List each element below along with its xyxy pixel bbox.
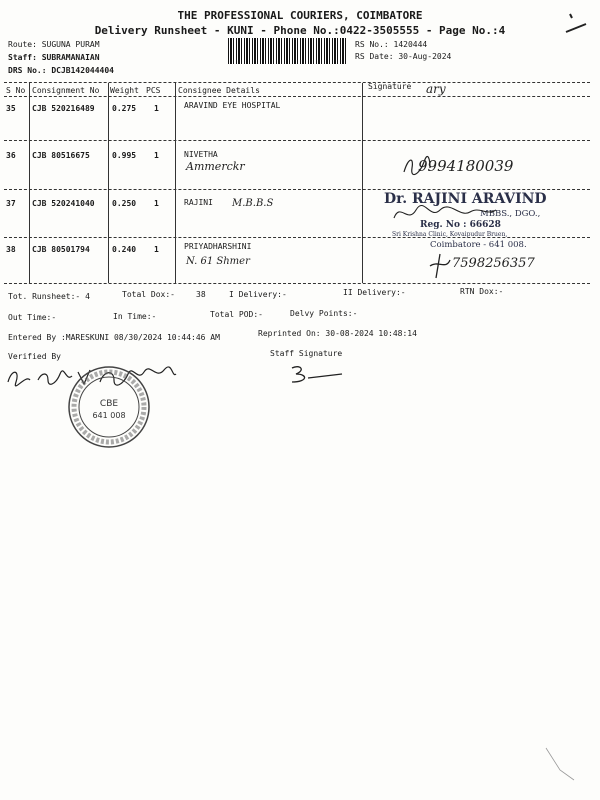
header-bottom-rule <box>4 96 590 97</box>
row-consignee: PRIYADHARSHINI <box>184 242 252 251</box>
reprinted-on: Reprinted On: 30-08-2024 10:48:14 <box>258 329 417 338</box>
col-divider <box>108 83 109 283</box>
corner-scan-mark <box>560 10 590 40</box>
corner-scan-mark <box>540 740 590 790</box>
row-pcs: 1 <box>154 199 159 208</box>
row4-phone-note: 7598256357 <box>452 256 535 271</box>
doctor-stamp-clinic: Sri Krishna Clinic, Kovaipudur Bruen, <box>392 231 508 238</box>
company-title: THE PROFESSIONAL COURIERS, COIMBATORE <box>177 9 423 22</box>
staff-signature-label: Staff Signature <box>270 349 343 358</box>
col-sno: S No <box>6 86 26 95</box>
row3-signature-scribble <box>390 200 500 226</box>
row-weight: 0.240 <box>112 245 137 254</box>
row-consignee: RAJINI <box>184 198 213 207</box>
tot-runsheet: Tot. Runsheet:- 4 <box>8 292 90 301</box>
row-consignment: CJB 80516675 <box>32 151 90 160</box>
col-consignment: Consignment No <box>32 86 100 95</box>
row-consignee: ARAVIND EYE HOSPITAL <box>184 101 281 110</box>
table-top-rule <box>4 82 590 83</box>
row4-signature-scribble <box>428 252 452 280</box>
ii-delivery: II Delivery:- <box>343 288 406 297</box>
row-weight: 0.250 <box>112 199 137 208</box>
row-consignment: CJB 520241040 <box>32 199 95 208</box>
row-weight: 0.275 <box>112 104 137 113</box>
row-sno: 35 <box>6 104 16 113</box>
doctor-stamp-city: Coimbatore - 641 008. <box>430 240 527 250</box>
col-signature: Signature <box>368 82 412 91</box>
row-handwritten-note: Ammerckr <box>186 160 245 173</box>
verified-by-label: Verified By <box>8 352 61 361</box>
i-delivery: I Delivery:- <box>229 290 287 299</box>
col-consignee: Consignee Details <box>178 86 260 95</box>
route-label: Route: SUGUNA PURAM <box>8 40 100 49</box>
row-rule <box>4 189 590 190</box>
row-rule <box>4 237 590 238</box>
staff-signature-scribble <box>286 362 346 386</box>
rtn-dox: RTN Dox:- <box>460 287 504 296</box>
row-pcs: 1 <box>154 245 159 254</box>
rs-date: RS Date: 30-Aug-2024 <box>355 52 452 61</box>
table-bottom-rule <box>4 283 590 284</box>
row-pcs: 1 <box>154 104 159 113</box>
barcode <box>228 38 346 64</box>
entered-by: Entered By :MARESKUNI 08/30/2024 10:44:46 AM <box>8 333 220 342</box>
stamp-center-bottom: 641 008 <box>92 411 126 420</box>
drs-number: DRS No.: DCJB142044404 <box>8 66 114 75</box>
row-pcs: 1 <box>154 151 159 160</box>
total-dox-label: Total Dox:- <box>122 290 175 299</box>
round-office-stamp <box>66 364 152 450</box>
row2-phone-note: 9994180039 <box>418 157 514 175</box>
row-sno: 36 <box>6 151 16 160</box>
total-pod: Total POD:- <box>210 310 263 319</box>
row2-signature-scribble <box>402 154 432 176</box>
row-handwritten-note: M.B.B.S <box>232 198 274 209</box>
doctor-stamp-degree: MBBS., DGO., <box>480 209 541 219</box>
col-divider <box>175 83 176 283</box>
runsheet-subtitle: Delivery Runsheet - KUNI - Phone No.:0422-3505555 - Page No.:4 <box>94 24 506 37</box>
stamp-center-top: CBE <box>99 399 119 409</box>
row1-signature-note: ary <box>426 82 446 96</box>
col-divider <box>362 83 363 283</box>
col-divider <box>29 83 30 283</box>
delvy-points: Delvy Points:- <box>290 309 358 318</box>
in-time: In Time:- <box>113 312 157 321</box>
out-time: Out Time:- <box>8 313 57 322</box>
row-sno: 37 <box>6 199 16 208</box>
doctor-stamp-reg: Reg. No : 66628 <box>420 220 501 230</box>
row-rule <box>4 140 590 141</box>
total-dox-value: 38 <box>196 290 206 299</box>
col-pcs: PCS <box>146 86 161 95</box>
row-consignment: CJB 80501794 <box>32 245 90 254</box>
doctor-stamp-name: Dr. RAJINI ARAVIND <box>384 191 547 207</box>
rs-number: RS No.: 1420444 <box>355 40 428 49</box>
row-weight: 0.995 <box>112 151 137 160</box>
row-consignment: CJB 520216489 <box>32 104 95 113</box>
col-weight: Weight <box>110 86 139 95</box>
row-sno: 38 <box>6 245 16 254</box>
row-consignee: NIVETHA <box>184 150 218 159</box>
staff-label: Staff: SUBRAMANAIAN <box>8 53 100 62</box>
row-handwritten-note: N. 61 Shmer <box>186 256 250 267</box>
